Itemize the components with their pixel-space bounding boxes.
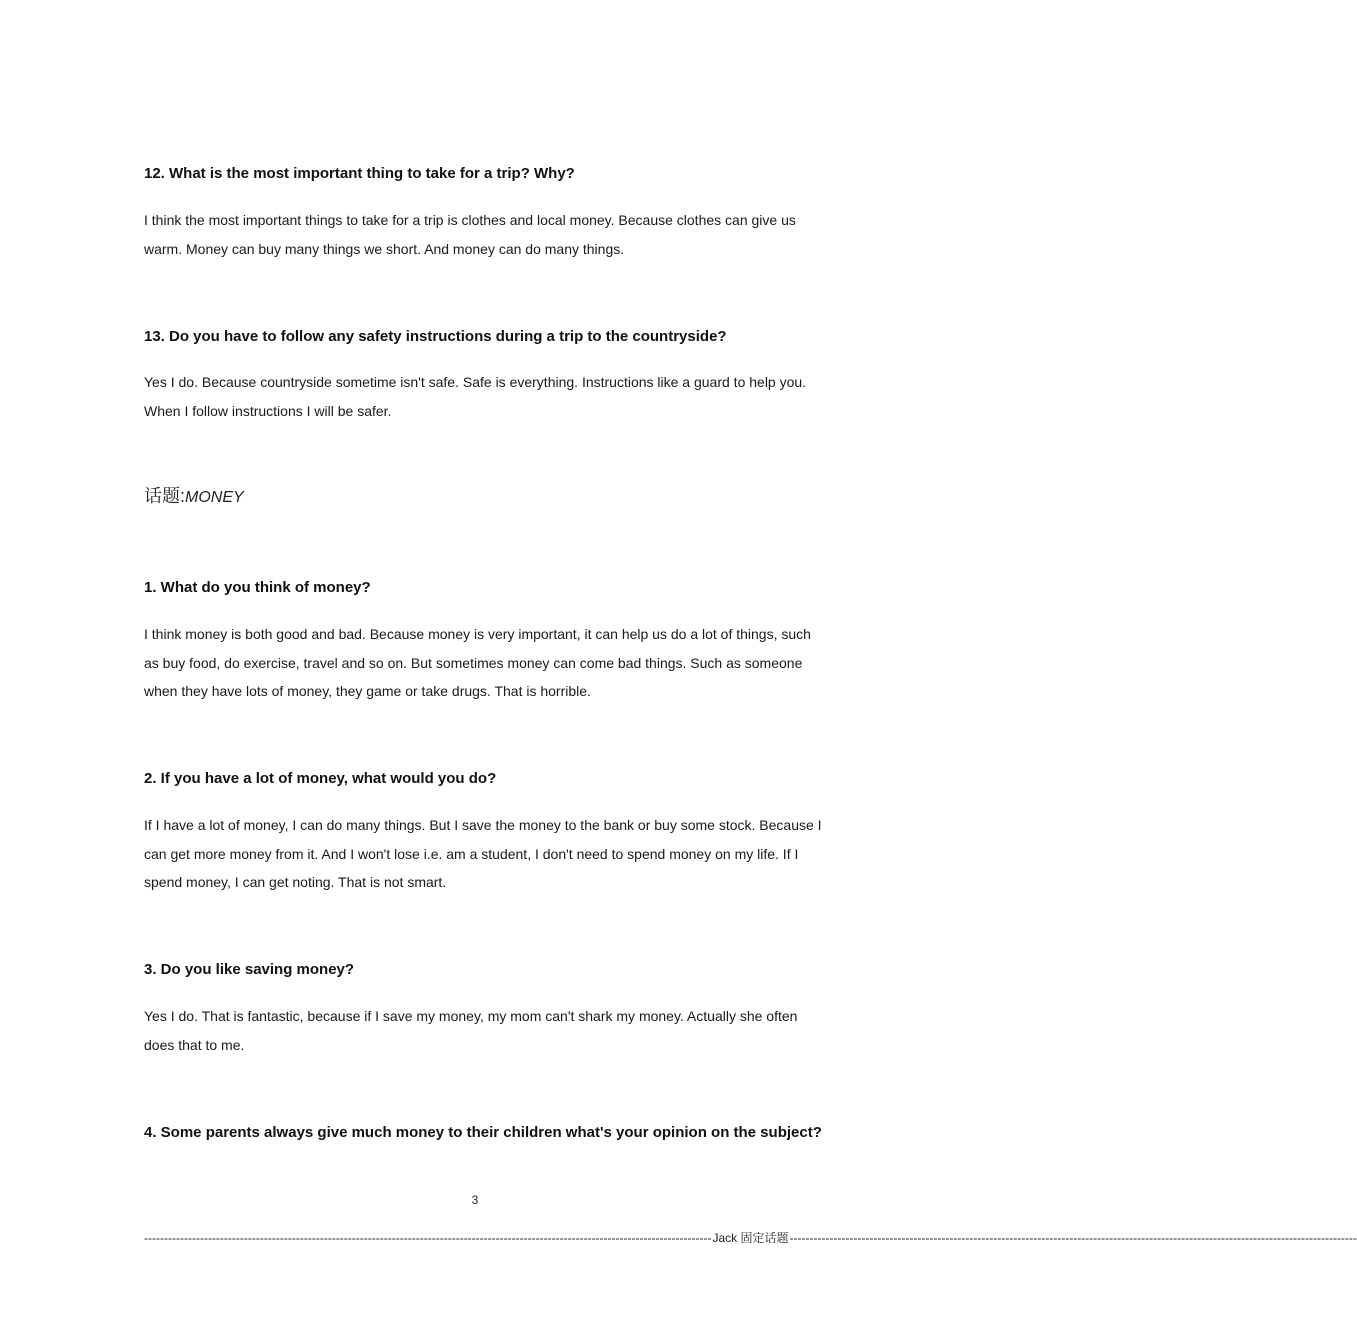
money-question-4: 4. Some parents always give much money to their children what's your opinion on the subject? bbox=[144, 1124, 822, 1141]
money-answer-3: Yes I do. That is fantastic, because if I save my money, my mom can't shark my money. Actually she often does that to me. bbox=[144, 1008, 798, 1053]
money-answer-1: I think money is both good and bad. Because money is very important, it can help us do a lot of things, such as buy food, do exercise, travel and so on. But sometimes money can come bad things. Such as someone when they have lots of money, they game or take drugs. That is horrible. bbox=[144, 626, 811, 699]
answer-13: Yes I do. Because countryside sometime isn't safe. Safe is everything. Instructions like a guard to help you. When I follow instructions I will be safer. bbox=[144, 374, 807, 419]
money-question-1: 1. What do you think of money? bbox=[144, 579, 371, 596]
topic-prefix: 话题: bbox=[144, 486, 186, 506]
footer-label: Jack 固定话题 bbox=[712, 1231, 789, 1245]
footer-rule-left: ---------------------------------------------------------------------------------------------------------------------------------------------- bbox=[144, 1230, 712, 1245]
answer-12: I think the most important things to take for a trip is clothes and local money. Because clothes can give us warm. Money can buy many things we short. And money can do many things. bbox=[144, 212, 796, 257]
question-12: 12. What is the most important thing to take for a trip? Why? bbox=[144, 165, 575, 182]
question-13: 13. Do you have to follow any safety instructions during a trip to the countryside? bbox=[144, 328, 727, 345]
footer-rule-right: ---------------------------------------------------------------------------------------------------------------------------------------------- bbox=[789, 1230, 1357, 1245]
money-question-2: 2. If you have a lot of money, what would you do? bbox=[144, 770, 497, 787]
page-number: 3 bbox=[471, 1193, 479, 1207]
money-question-3: 3. Do you like saving money? bbox=[144, 961, 355, 978]
topic-name: MONEY bbox=[185, 489, 244, 506]
money-answer-2: If I have a lot of money, I can do many things. But I save the money to the bank or buy some stock. Because I can get more money from it. And I won't lose i.e. am a student, I don't need to spend money on my life. If I spend money, I can get noting. That is not smart. bbox=[144, 817, 822, 890]
topic-heading bbox=[144, 482, 244, 512]
page-footer bbox=[144, 1229, 1357, 1246]
